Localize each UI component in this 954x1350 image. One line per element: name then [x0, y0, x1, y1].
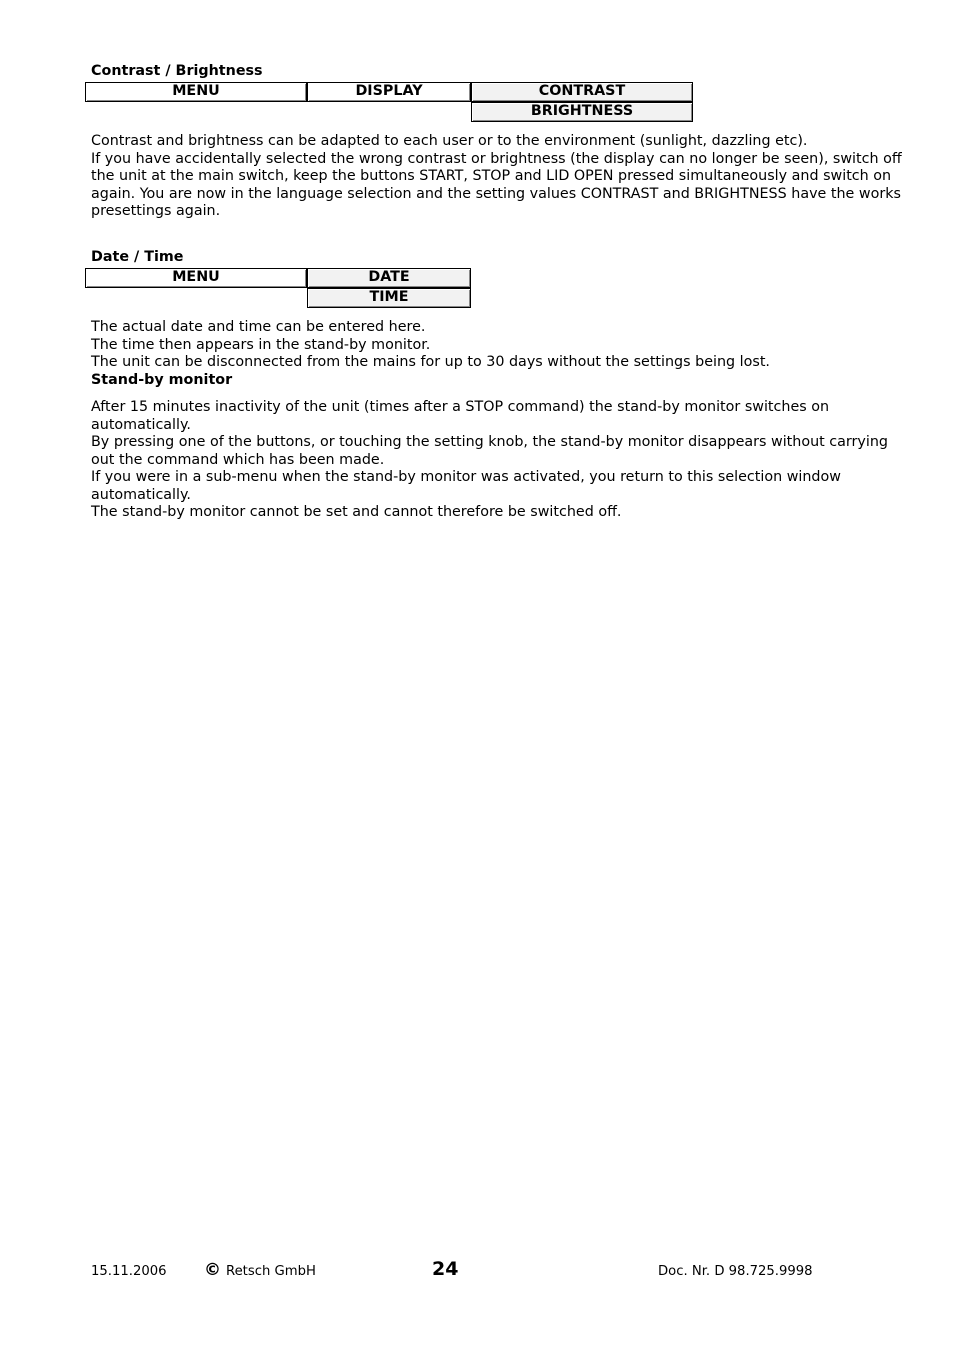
datetime-paragraph	[91, 319, 909, 372]
standby-paragraph	[91, 399, 909, 522]
contrast-cell: CONTRAST	[471, 82, 693, 102]
footer-date: 15.11.2006	[91, 1264, 167, 1279]
copyright-icon: ©	[204, 1260, 221, 1280]
standby-line: After 15 minutes inactivity of the unit (times after a STOP command) the stand-by monitor switches on automatically.	[91, 399, 830, 433]
standby-line: If you were in a sub-menu when the stand-by monitor was activated, you return to this selection window automatically.	[91, 469, 841, 503]
date-time-heading: Date / Time	[91, 249, 184, 265]
datetime-line: The actual date and time can be entered here.	[91, 319, 426, 335]
footer-doc-number: Doc. Nr. D 98.725.9998	[658, 1264, 813, 1279]
standby-line: The stand-by monitor cannot be set and cannot therefore be switched off.	[91, 504, 622, 520]
menu-cell: MENU	[85, 82, 307, 102]
datetime-line: The time then appears in the stand-by monitor.	[91, 336, 431, 353]
time-cell: TIME	[307, 288, 471, 308]
contrast-line: If you have accidentally selected the wrong contrast or brightness (the display can no longer be seen), switch off the unit at the main switch, keep the buttons START, STOP and LID OPEN pressed simultaneously and switch on again. You are now in the language selection and the setting values CONTRAST and BRIGHTNESS have the works presettings again.	[91, 150, 902, 219]
menu-cell: MENU	[85, 268, 307, 288]
datetime-line: The unit can be disconnected from the mains for up to 30 days without the settings being lost.	[91, 354, 770, 370]
date-cell: DATE	[307, 268, 471, 288]
page-number: 24	[432, 1258, 459, 1280]
standby-line: By pressing one of the buttons, or touching the setting knob, the stand-by monitor disappears without carrying out the command which has been made.	[91, 434, 889, 468]
standby-heading: Stand-by monitor	[91, 372, 233, 388]
contrast-paragraph	[91, 133, 909, 221]
brightness-cell: BRIGHTNESS	[471, 102, 693, 122]
footer-company: Retsch GmbH	[226, 1264, 316, 1279]
display-cell: DISPLAY	[307, 82, 471, 102]
contrast-line: Contrast and brightness can be adapted to each user or to the environment (sunlight, dazzling etc).	[91, 133, 808, 149]
contrast-brightness-heading: Contrast / Brightness	[91, 63, 263, 79]
